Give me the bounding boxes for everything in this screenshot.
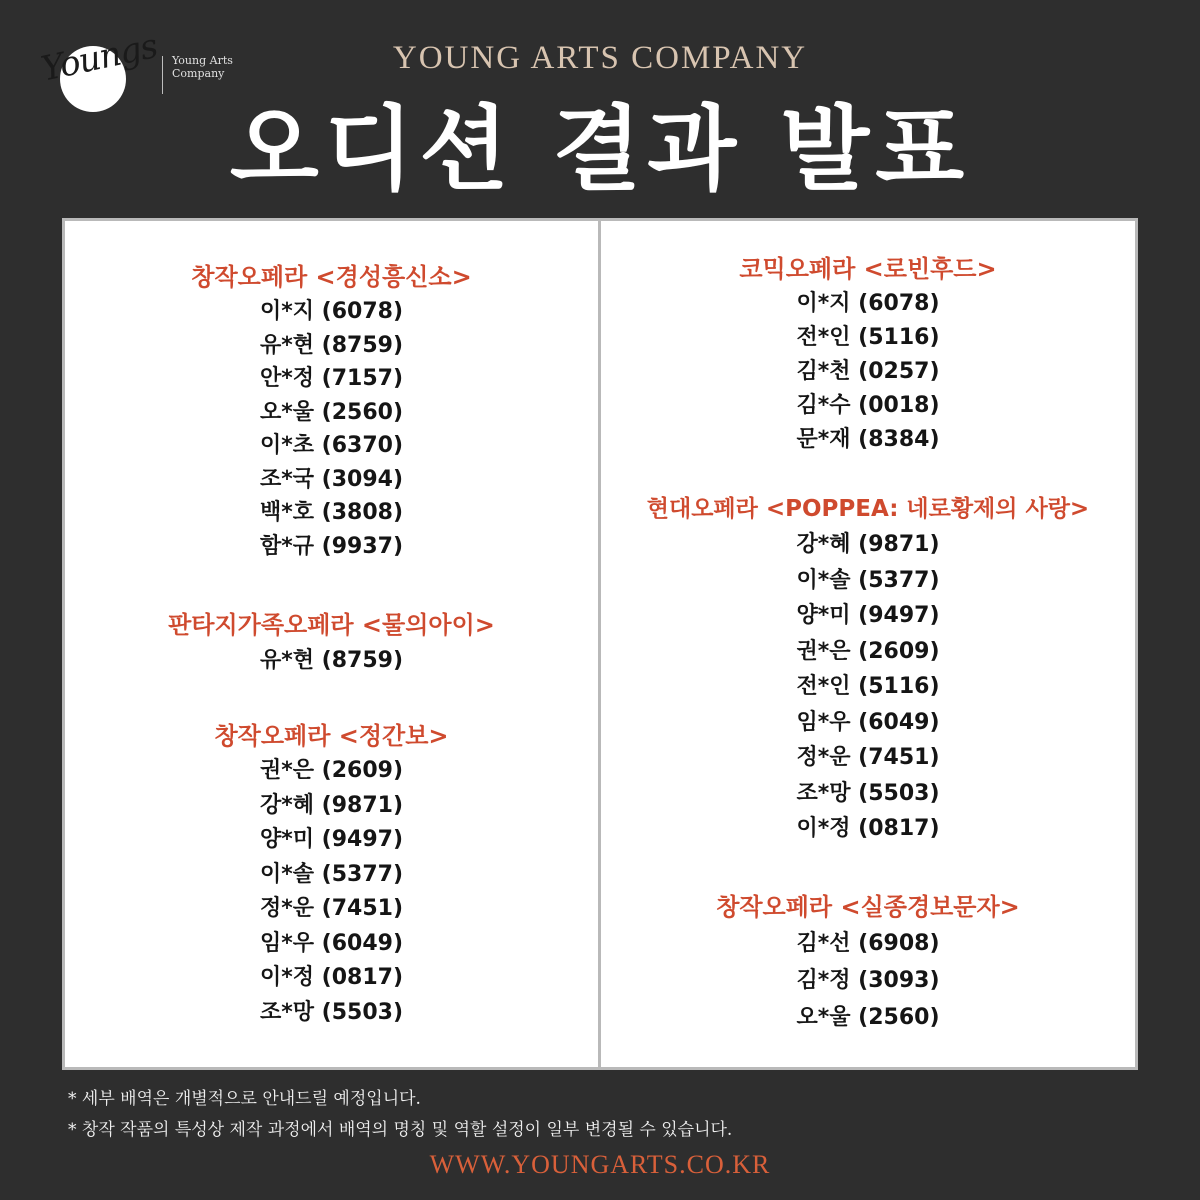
- list-item: 조*망 (5503): [796, 780, 940, 806]
- list-item: 양*미 (9497): [259, 827, 403, 852]
- logo-script: Youngs: [37, 26, 161, 90]
- section-poppea: [601, 491, 1135, 847]
- list-item: 김*수 (0018): [796, 393, 940, 418]
- section-jeonggan: [65, 718, 598, 1030]
- list-item: 조*국 (3094): [259, 466, 403, 492]
- list-item: 전*인 (5116): [796, 325, 940, 350]
- list-item: 오*울 (2560): [259, 399, 403, 425]
- list-item: 유*현 (8759): [259, 332, 403, 358]
- list-item: 김*천 (0257): [796, 359, 940, 384]
- list-item: 강*혜 (9871): [796, 532, 940, 557]
- list-item: 함*규 (9937): [259, 533, 403, 559]
- right-results-panel: [598, 218, 1138, 1070]
- list-item: 이*지 (6078): [259, 299, 403, 324]
- list-item: 이*정 (0817): [796, 816, 940, 841]
- section-title: 현대오페라 <POPPEA: 네로황제의 사랑>: [646, 496, 1090, 522]
- list-item: 이*솔 (5377): [796, 567, 940, 593]
- list-item: 정*운 (7451): [259, 896, 403, 921]
- list-item: 이*정 (0817): [259, 965, 403, 990]
- list-item: 강*혜 (9871): [259, 792, 403, 818]
- list-item: 백*호 (3808): [259, 500, 403, 525]
- list-item: 문*재 (8384): [796, 427, 940, 452]
- left-results-panel: [62, 218, 601, 1070]
- company-name: YOUNG ARTS COMPANY: [392, 40, 808, 76]
- footnotes: [68, 1084, 732, 1146]
- section-robinhood: [601, 251, 1135, 457]
- list-item: 김*정 (3093): [796, 968, 940, 993]
- list-item: 권*은 (2609): [796, 638, 940, 664]
- list-item: 전*인 (5116): [796, 674, 940, 699]
- website-url: WWW.YOUNGARTS.CO.KR: [429, 1150, 771, 1179]
- list-item: 안*정 (7157): [259, 366, 403, 391]
- list-item: 이*초 (6370): [259, 433, 403, 458]
- section-gyeongseong: [65, 259, 598, 563]
- section-title: 창작오페라 <정간보>: [214, 722, 449, 750]
- footnote-2: * 창작 작품의 특성상 제작 과정에서 배역의 명칭 및 역할 설정이 일부 변경될 수 있습니다.: [68, 1120, 733, 1140]
- page-title: 오디션 결과 발표: [229, 96, 971, 203]
- logo-text-line2: Company: [172, 67, 225, 80]
- list-item: 임*우 (6049): [796, 709, 940, 735]
- list-item: 정*운 (7451): [796, 745, 940, 770]
- list-item: 조*망 (5503): [259, 999, 403, 1025]
- section-title: 코믹오페라 <로빈후드>: [739, 255, 997, 283]
- list-item: 유*현 (8759): [259, 648, 403, 673]
- list-item: 이*지 (6078): [796, 291, 940, 316]
- footnote-1: * 세부 배역은 개별적으로 안내드릴 예정입니다.: [68, 1089, 421, 1109]
- list-item: 김*선 (6908): [796, 931, 940, 956]
- section-title: 창작오페라 <경성흥신소>: [191, 263, 472, 291]
- list-item: 양*미 (9497): [796, 603, 940, 628]
- list-item: 이*솔 (5377): [259, 861, 403, 887]
- section-missing-alert: [601, 889, 1135, 1036]
- section-title: 판타지가족오페라 <물의아이>: [168, 611, 495, 639]
- list-item: 오*울 (2560): [796, 1005, 940, 1030]
- section-water-child: [65, 607, 598, 679]
- list-item: 권*은 (2609): [259, 758, 403, 783]
- list-item: 임*우 (6049): [259, 930, 403, 956]
- section-title: 창작오페라 <실종경보문자>: [716, 893, 1020, 921]
- logo-text-line1: Young Arts: [172, 54, 233, 67]
